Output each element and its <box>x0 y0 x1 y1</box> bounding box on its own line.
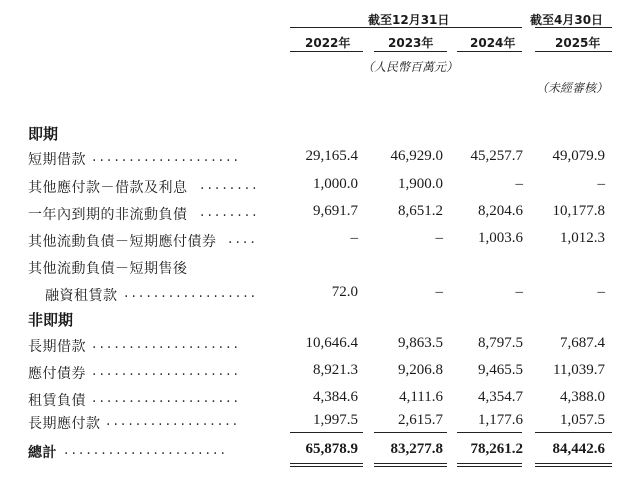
header-group-dec31: 截至12月31日 <box>368 13 450 27</box>
header-group-apr30: 截至4月30日 <box>530 13 604 27</box>
row-label-long-term-borrowings: 長期借款 <box>28 339 86 355</box>
row-leader-dots: .................... <box>92 149 242 165</box>
row-label-finance-lease: 融資租賃款 <box>45 288 118 304</box>
row-leader-dots: ........ <box>200 204 260 220</box>
total-2023: 83,277.8 <box>390 441 443 457</box>
total-double-rule-2024-b <box>457 466 522 467</box>
cell-2024: 1,003.6 <box>478 230 523 246</box>
total-double-rule-2022-b <box>290 466 363 467</box>
header-rule-apr30 <box>535 27 612 28</box>
total-leader-dots: ...................... <box>64 442 228 458</box>
row-label-short-term-borrowings: 短期借款 <box>28 152 86 168</box>
cell-2024: 4,354.7 <box>478 389 523 405</box>
cell-2025: 10,177.8 <box>552 203 605 219</box>
cell-2022: 4,384.6 <box>313 389 358 405</box>
subtotal-rule-2024 <box>457 432 522 433</box>
total-double-rule-2024-a <box>457 463 522 464</box>
subtotal-rule-2022 <box>290 432 363 433</box>
row-label-other-payables-borrowings: 其他應付款－借款及利息 <box>28 180 188 196</box>
year-rule-2022 <box>290 51 363 52</box>
row-label-short-term-bonds: 其他流動負債－短期應付債券 <box>28 234 217 250</box>
unit-note: （人民幣百萬元） <box>362 60 459 74</box>
cell-2022: 1,000.0 <box>313 176 358 192</box>
cell-2022: – <box>350 230 358 246</box>
cell-2023: – <box>435 284 443 300</box>
row-label-lease-liabilities: 租賃負債 <box>28 393 86 409</box>
year-rule-2024 <box>457 51 522 52</box>
cell-2023: 1,900.0 <box>398 176 443 192</box>
cell-2024: – <box>515 284 523 300</box>
row-label-sale-leaseback-line1: 其他流動負債－短期售後 <box>28 261 188 277</box>
row-leader-dots: ........ <box>200 177 260 193</box>
year-header-2022: 2022年 <box>305 36 351 50</box>
cell-2024: 45,257.7 <box>470 148 523 164</box>
cell-2022: 72.0 <box>331 284 358 300</box>
year-header-2025: 2025年 <box>555 36 601 50</box>
total-double-rule-2023-b <box>374 466 447 467</box>
cell-2023: 4,111.6 <box>399 389 443 405</box>
cell-2023: 9,863.5 <box>398 335 443 351</box>
cell-2023: 8,651.2 <box>398 203 443 219</box>
total-double-rule-2025-b <box>535 466 612 467</box>
total-2024: 78,261.2 <box>470 441 523 457</box>
row-label-current-portion-non-current: 一年內到期的非流動負債 <box>28 207 188 223</box>
row-leader-dots: .................... <box>92 336 242 352</box>
cell-2025: 49,079.9 <box>552 148 605 164</box>
cell-2025: 1,057.5 <box>560 412 605 428</box>
year-rule-2023 <box>374 51 447 52</box>
row-leader-dots: .... <box>228 231 258 247</box>
subtotal-rule-2023 <box>374 432 447 433</box>
total-2025: 84,442.6 <box>552 441 605 457</box>
total-label: 總計 <box>28 445 57 461</box>
cell-2023: 9,206.8 <box>398 362 443 378</box>
unaudited-note: （未經審核） <box>536 81 609 95</box>
cell-2024: 9,465.5 <box>478 362 523 378</box>
cell-2024: – <box>515 176 523 192</box>
total-double-rule-2025-a <box>535 463 612 464</box>
cell-2022: 1,997.5 <box>313 412 358 428</box>
cell-2023: 2,615.7 <box>398 412 443 428</box>
cell-2025: 1,012.3 <box>560 230 605 246</box>
section-non-current: 非即期 <box>28 311 74 329</box>
section-current: 即期 <box>28 125 59 143</box>
year-header-2024: 2024年 <box>470 36 516 50</box>
cell-2025: 11,039.7 <box>553 362 605 378</box>
year-rule-2025 <box>535 51 612 52</box>
cell-2022: 9,691.7 <box>313 203 358 219</box>
cell-2024: 8,797.5 <box>478 335 523 351</box>
cell-2023: 46,929.0 <box>390 148 443 164</box>
cell-2025: – <box>597 176 605 192</box>
row-label-long-term-payables: 長期應付款 <box>28 416 101 432</box>
year-header-2023: 2023年 <box>388 36 434 50</box>
cell-2025: 4,388.0 <box>560 389 605 405</box>
cell-2025: – <box>597 284 605 300</box>
row-leader-dots: .................... <box>92 363 242 379</box>
cell-2025: 7,687.4 <box>560 335 605 351</box>
total-2022: 65,878.9 <box>305 441 358 457</box>
cell-2022: 10,646.4 <box>305 335 358 351</box>
row-leader-dots: .................... <box>92 390 242 406</box>
row-leader-dots: .................. <box>124 285 259 301</box>
cell-2023: – <box>435 230 443 246</box>
header-rule-dec31 <box>290 27 522 28</box>
cell-2022: 29,165.4 <box>305 148 358 164</box>
subtotal-rule-2025 <box>535 432 612 433</box>
row-leader-dots: .................. <box>106 413 241 429</box>
row-label-bonds-payable: 應付債券 <box>28 366 86 382</box>
total-double-rule-2022-a <box>290 463 363 464</box>
total-double-rule-2023-a <box>374 463 447 464</box>
cell-2024: 1,177.6 <box>478 412 523 428</box>
cell-2024: 8,204.6 <box>478 203 523 219</box>
cell-2022: 8,921.3 <box>313 362 358 378</box>
